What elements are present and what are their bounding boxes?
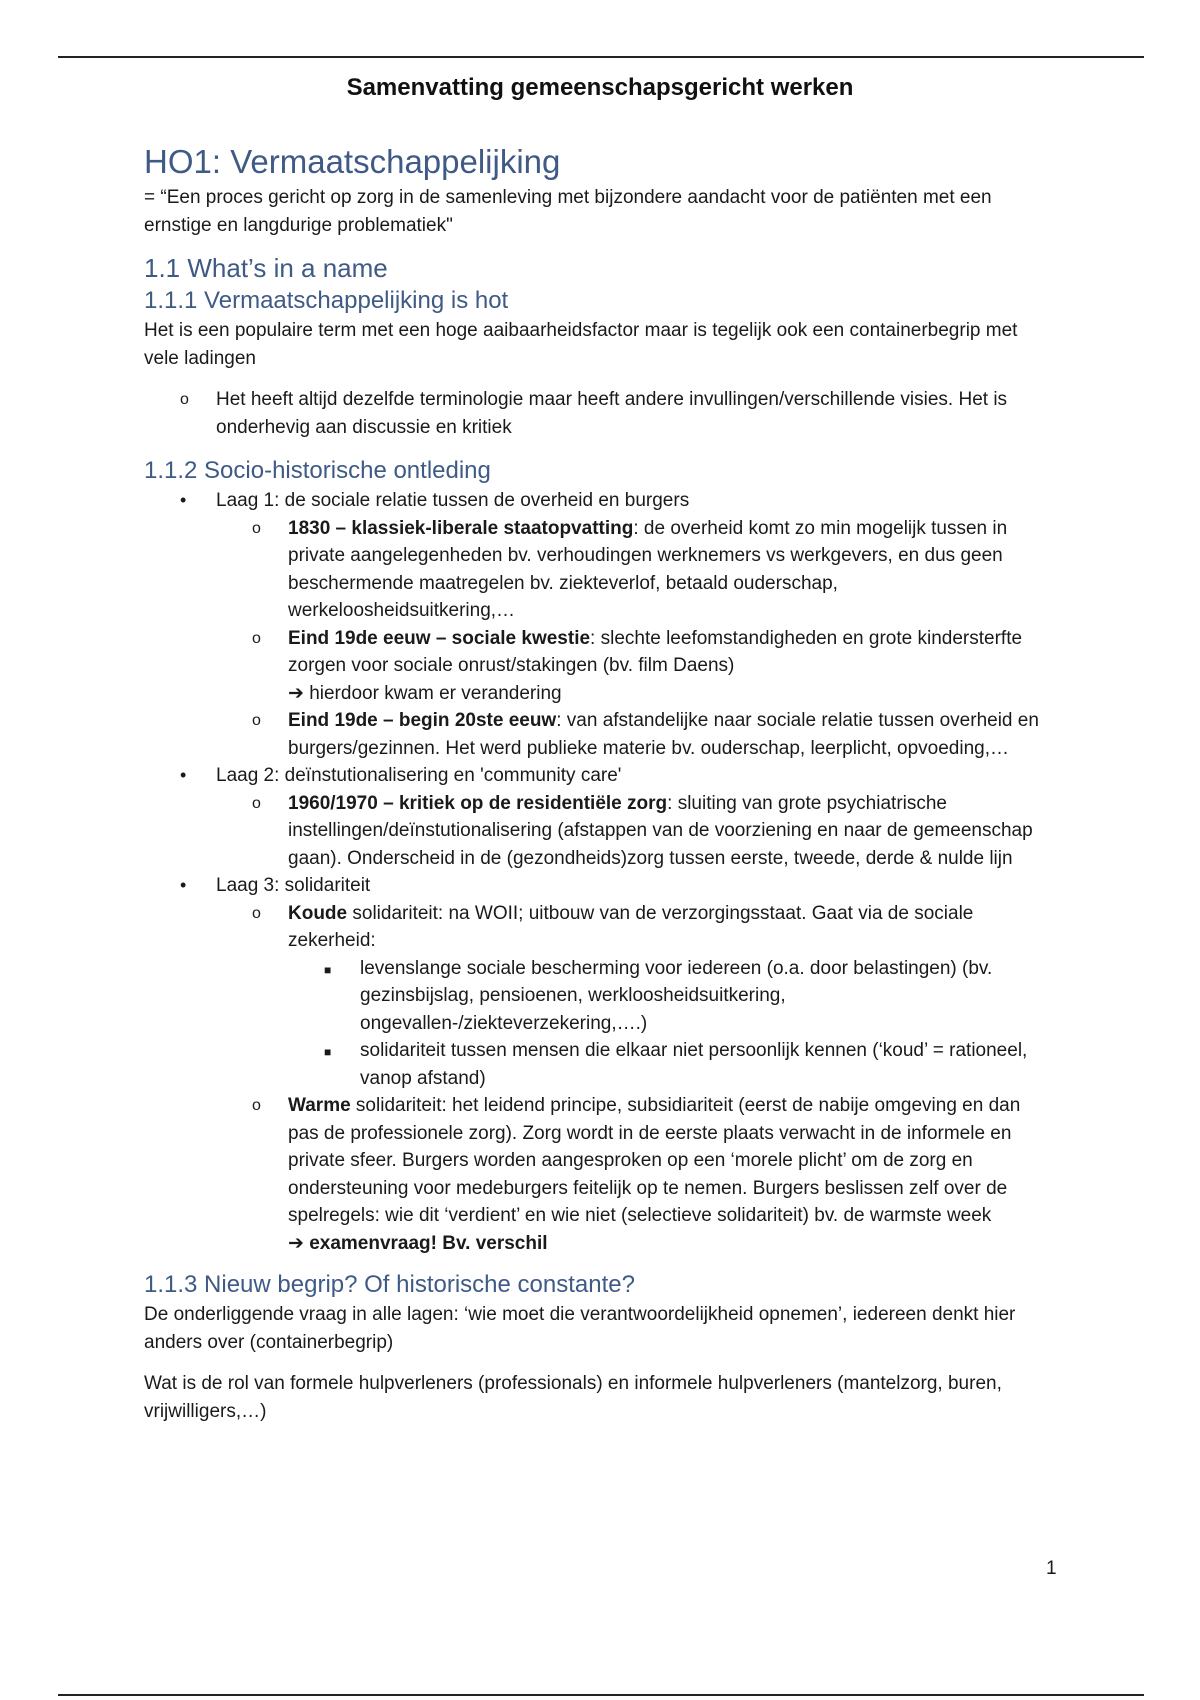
list-1-1-1	[144, 386, 1056, 441]
list-item: o Eind 19de eeuw – sociale kwestie: slechte leefomstandigheden en grote kindersterfte zorgen voor sociale onrust/stakingen (bv. film Daens) ➔ hierdoor kwam er verandering	[144, 625, 1056, 708]
list-item: o 1960/1970 – kritiek op de residentiële zorg: sluiting van grote psychiatrische instellingen/deïnstutionalisering (afstappen van de voorziening en naar de gemeenschap gaan). Onderscheid in de (gezondheids)zorg tussen eerste, tweede, derde & nulde lijn	[144, 790, 1056, 873]
circle-bullet-icon: o	[252, 794, 261, 812]
heading-1-1-3: 1.1.3 Nieuw begrip? Of historische constante?	[144, 1271, 635, 1298]
circle-bullet-icon: o	[180, 391, 189, 408]
square-bullet-icon: ■	[324, 962, 332, 977]
circle-bullet-icon: o	[252, 519, 261, 537]
heading-1-1-1: 1.1.1 Vermaatschappelijking is hot	[144, 287, 509, 314]
heading-1-1: 1.1 What’s in a name	[144, 253, 388, 283]
definition-text: = “Een proces gericht op zorg in de samenleving met bijzondere aandacht voor de patiënten met een ernstige en langdurige problematiek"	[144, 187, 992, 236]
paragraph-1-1-3-a: De onderliggende vraag in alle lagen: ‘wie moet die verantwoordelijkheid opnemen’, iedereen denkt hier anders over (containerbegrip)	[144, 1304, 1016, 1353]
heading-1-1-2: 1.1.2 Socio-historische ontleding	[144, 457, 491, 484]
heading-ho1: HO1: Vermaatschappelijking	[144, 143, 561, 180]
bullet-icon: •	[180, 875, 187, 895]
bottom-rule	[58, 1694, 1144, 1696]
square-bullet-icon: ■	[324, 1045, 332, 1059]
top-rule	[58, 56, 1144, 58]
list-item: o Eind 19de – begin 20ste eeuw: van afstandelijke naar sociale relatie tussen overheid en burgers/gezinnen. Het werd publieke materie bv. ouderschap, leerplicht, opvoeding,…	[144, 707, 1056, 762]
list-layers	[144, 487, 1056, 1257]
circle-bullet-icon: o	[252, 712, 261, 729]
arrow-note: ➔ hierdoor kwam er verandering	[288, 682, 562, 704]
page-number: 1	[1046, 1558, 1057, 1579]
arrow-note: ➔ examenvraag! Bv. verschil	[288, 1232, 548, 1254]
bullet-icon: •	[180, 765, 187, 785]
circle-bullet-icon: o	[252, 1097, 261, 1114]
bullet-icon: •	[180, 490, 187, 510]
list-item: o Warme solidariteit: het leidend principe, subsidiariteit (eerst de nabije omgeving en dan pas de professionele zorg). Zorg wordt in de eerste plaats verwacht in de informele en private sfeer. Burgers worden aangesproken op een ‘morele plicht’ om de zorg en ondersteuning voor medeburgers feitelijk op te nemen. Burgers beslissen zelf over de spelregels: wie dit ‘verdient’ en wie niet (selectieve solidariteit) bv. de warmste week ➔ examenvraag! Bv. verschil	[144, 1092, 1056, 1257]
circle-bullet-icon: o	[252, 629, 261, 647]
layer-1: • Laag 1: de sociale relatie tussen de overheid en burgers	[144, 487, 1056, 515]
list-item: o Koude solidariteit: na WOII; uitbouw van de verzorgingsstaat. Gaat via de sociale zekerheid:	[144, 900, 1056, 955]
list-item: ■ levenslange sociale bescherming voor iedereen (o.a. door belastingen) (bv. gezinsbijslag, pensioenen, werkloosheidsuitkering, ongevallen-/ziekteverzekering,….)	[324, 957, 993, 1034]
list-item: ■ solidariteit tussen mensen die elkaar niet persoonlijk kennen (‘koud’ = rationeel, vanop afstand)	[324, 1040, 1028, 1089]
layer-2: • Laag 2: deïnstutionalisering en 'community care'	[144, 762, 1056, 790]
paragraph-1-1-3-b: Wat is de rol van formele hulpverleners (professionals) en informele hulpverleners (mantelzorg, buren, vrijwilligers,…)	[144, 1373, 1002, 1422]
document-title: Samenvatting gemeenschapsgericht werken	[346, 74, 854, 101]
document-body	[144, 140, 1056, 1425]
list-item: o Het heeft altijd dezelfde terminologie maar heeft andere invullingen/verschillende visies. Het is onderhevig aan discussie en kritiek	[144, 386, 1056, 441]
layer-3: • Laag 3: solidariteit	[144, 872, 1056, 900]
list-item: o 1830 – klassiek-liberale staatopvatting: de overheid komt zo min mogelijk tussen in private aangelegenheden bv. verhoudingen werknemers vs werkgevers, en dus geen beschermende maatregelen bv. ziekteverlof, betaald ouderschap, werkeloosheidsuitkering,…	[144, 515, 1056, 625]
circle-bullet-icon: o	[252, 904, 261, 922]
paragraph-1-1-1: Het is een populaire term met een hoge aaibaarheidsfactor maar is tegelijk ook een containerbegrip met vele ladingen	[144, 320, 1018, 369]
